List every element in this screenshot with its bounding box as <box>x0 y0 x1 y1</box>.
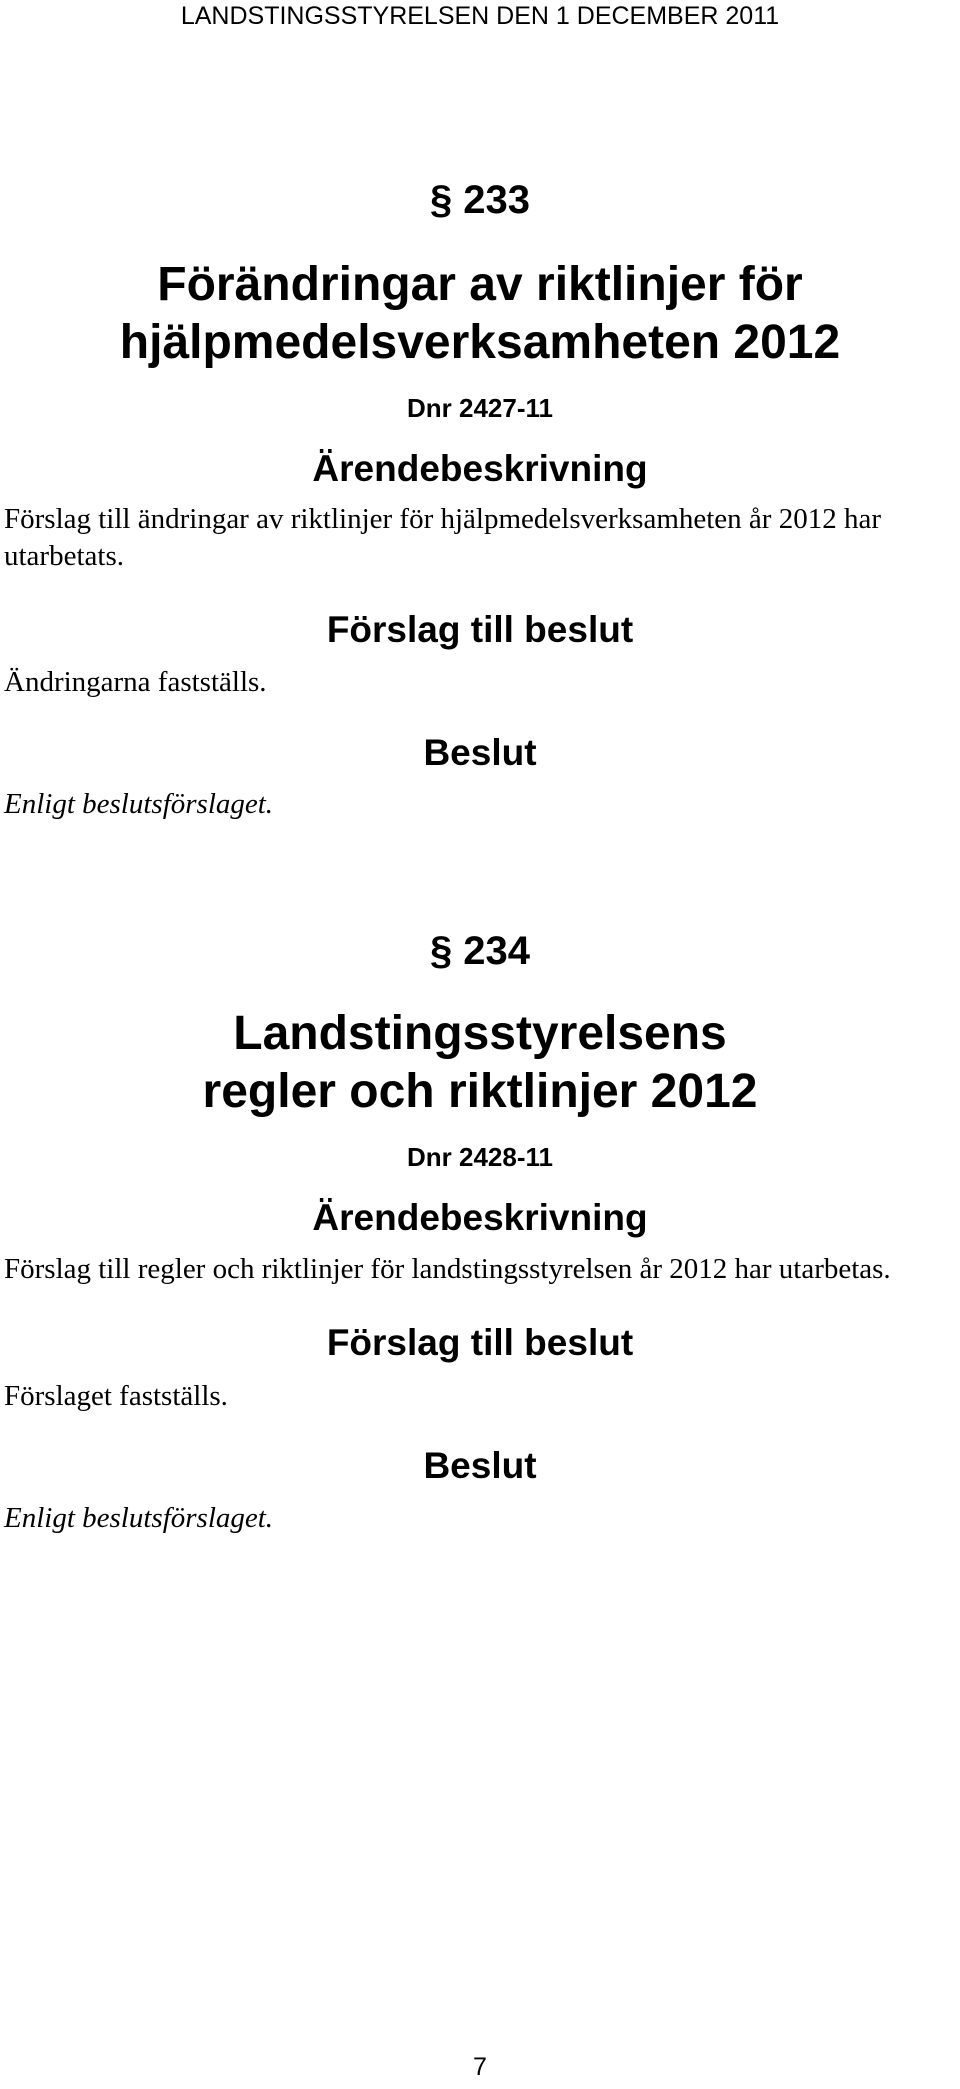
section-title-line2: hjälpmedelsverksamheten 2012 <box>119 316 841 369</box>
paragraph-number: § 234 <box>429 929 531 973</box>
arende-heading: Ärendebeskrivning <box>312 1197 648 1238</box>
forslag-text: Förslaget fastställs. <box>4 1380 228 1412</box>
beslut-text: Enligt beslutsförslaget. <box>4 788 274 820</box>
forslag-heading: Förslag till beslut <box>326 1322 634 1363</box>
page-header: LANDSTINGSSTYRELSEN DEN 1 DECEMBER 2011 <box>180 2 780 30</box>
arende-text-line1: Förslag till ändringar av riktlinjer för hjälpmedelsverksamheten år 2012 har <box>4 503 881 535</box>
forslag-text: Ändringarna fastställs. <box>4 666 267 698</box>
dnr-number: Dnr 2428-11 <box>407 1142 553 1172</box>
beslut-heading: Beslut <box>423 1445 537 1486</box>
dnr-number: Dnr 2427-11 <box>407 393 553 423</box>
arende-text-line2: utarbetats. <box>4 540 124 572</box>
paragraph-number: § 233 <box>429 178 531 222</box>
section-title-line2: regler och riktlinjer 2012 <box>202 1065 758 1118</box>
beslut-text: Enligt beslutsförslaget. <box>4 1502 274 1534</box>
arende-heading: Ärendebeskrivning <box>312 448 648 489</box>
beslut-heading: Beslut <box>423 732 537 773</box>
forslag-heading: Förslag till beslut <box>326 609 634 650</box>
section-title-line1: Förändringar av riktlinjer för <box>157 258 803 311</box>
section-title-line1: Landstingsstyrelsens <box>233 1007 727 1060</box>
page-number: 7 <box>473 2053 487 2081</box>
arende-text-line1: Förslag till regler och riktlinjer för landstingsstyrelsen år 2012 har utarbetas. <box>4 1253 891 1285</box>
